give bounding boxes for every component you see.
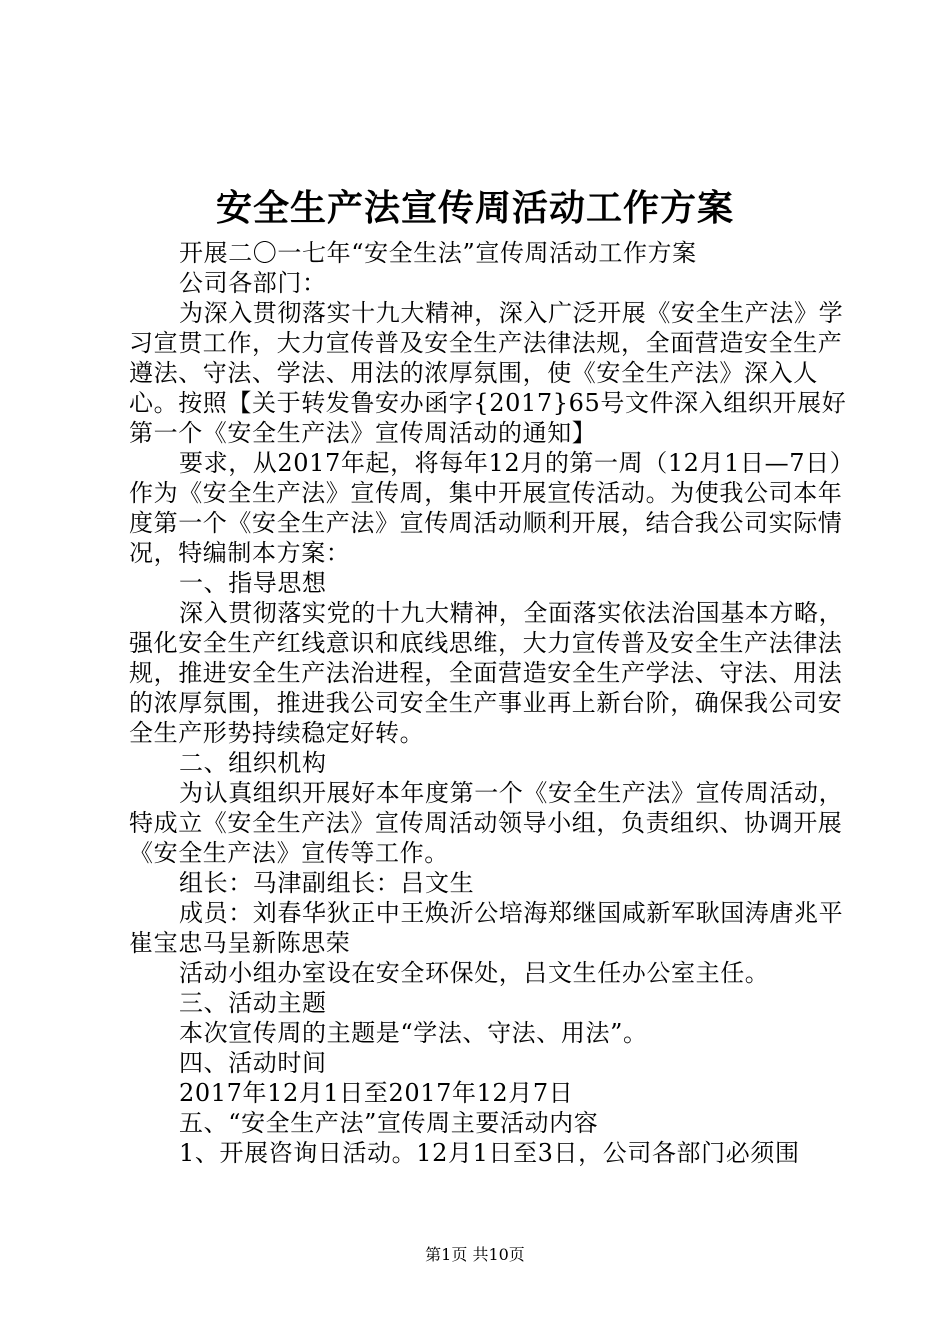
document-body <box>129 238 851 1168</box>
section-heading-time: 四、活动时间 <box>179 1049 327 1077</box>
salutation: 公司各部门： <box>179 269 327 297</box>
document-title: 安全生产法宣传周活动工作方案 <box>215 188 734 229</box>
paragraph-guiding-thought: 深入贯彻落实党的十九大精神，全面落实依法治国基本方略，强化安全生产红线意识和底线思维，大力宣传普及安全生产法律法规，推进安全生产法治进程，全面营造安全生产学法、守法、用法的浓厚氛围，推进我公司安全生产事业再上新台阶，确保我公司安全生产形势持续稳定好转。 <box>129 599 844 747</box>
office-line: 活动小组办室设在安全环保处，吕文生任办公室主任。 <box>179 959 770 987</box>
section-heading-theme: 三、活动主题 <box>179 989 327 1017</box>
paragraph-organization: 为认真组织开展好本年度第一个《安全生产法》宣传周活动，特成立《安全生产法》宣传周活动领导小组，负责组织、协调开展《安全生产法》宣传等工作。 <box>129 779 844 867</box>
members-line: 成员：刘春华狄正中王焕沂公培海郑继国咸新军耿国涛唐兆平崔宝忠马呈新陈思荣 <box>129 899 844 957</box>
time-line: 2017年12月1日至2017年12月7日 <box>179 1079 574 1107</box>
section-heading-activities: 五、“安全生产法”宣传周主要活动内容 <box>179 1109 599 1137</box>
page-number: 第1页 共10页 <box>425 1245 525 1264</box>
paragraph-intro: 为深入贯彻落实十九大精神，深入广泛开展《安全生产法》学习宣贯工作，大力宣传普及安全生产法律法规，全面营造安全生产遵法、守法、学法、用法的浓厚氛围，使《安全生产法》深入人心。按照【关于转发鲁安办函字{2017}65号文件深入组织开展好第一个《安全生产法》宣传周活动的通知】 <box>129 299 847 447</box>
document-subtitle: 开展二〇一七年“安全生法”宣传周活动工作方案 <box>179 239 697 267</box>
leader-line: 组长：马津副组长：吕文生 <box>179 869 475 897</box>
activity-item-1: 1、开展咨询日活动。12月1日至3日，公司各部门必须围 <box>179 1139 800 1167</box>
section-heading-organization: 二、组织机构 <box>179 749 327 777</box>
section-heading-guiding-thought: 一、指导思想 <box>179 569 327 597</box>
paragraph-requirement: 要求，从2017年起，将每年12月的第一周（12月1日—7日）作为《安全生产法》宣传周，集中开展宣传活动。为使我公司本年度第一个《安全生产法》宣传周活动顺利开展，结合我公司实际情况，特编制本方案： <box>129 449 843 567</box>
theme-line: 本次宣传周的主题是“学法、守法、用法”。 <box>179 1019 648 1047</box>
